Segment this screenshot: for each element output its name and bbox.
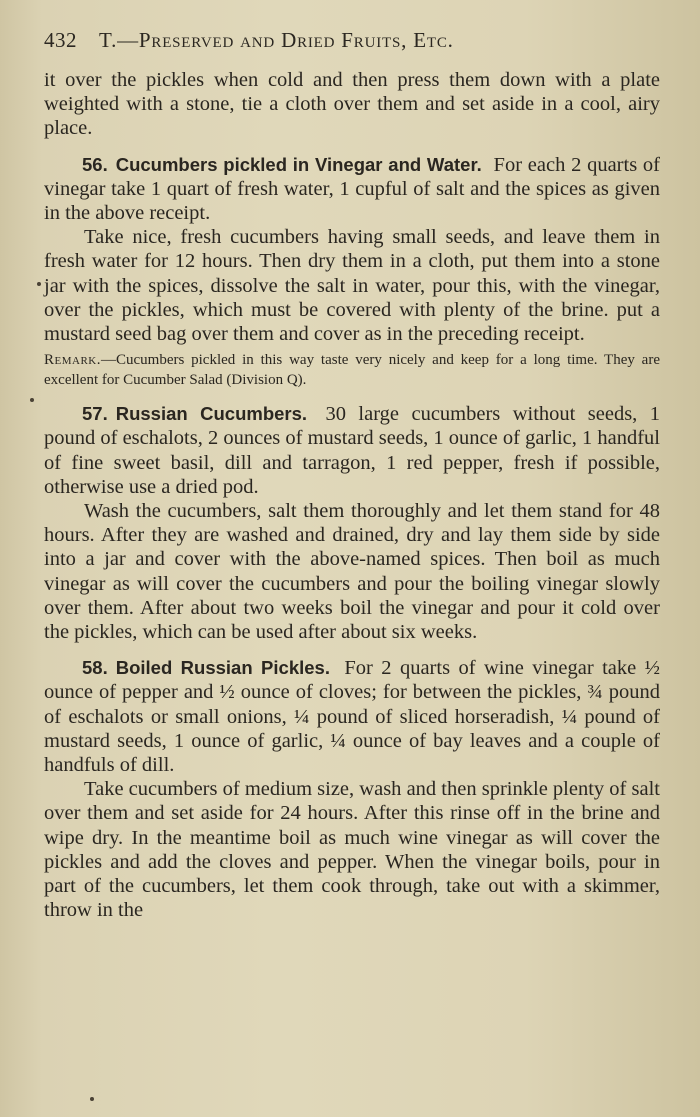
paper-speck: [30, 398, 34, 402]
recipe-57-ingredients: 30 large cucumbers without seeds, 1 pound of eschalots, 2 ounces of mustard seeds, 1 ounce of garlic, 1 handful of fine sweet basil, dill and tarragon, 1 red pepper, fresh if possible, otherwise use a dried pod.: [44, 403, 660, 498]
recipe-57-title: Russian Cucumbers.: [115, 403, 308, 425]
recipe-56-ingredients: For each 2 quarts of vinegar take 1 quart of fresh water, 1 cupful of salt and the spices as given in the above receipt.: [44, 153, 661, 225]
recipe-57-intro: [44, 402, 660, 499]
recipe-58-title: Boiled Russian Pickles.: [115, 657, 330, 679]
recipe-57-number: 57.: [82, 403, 108, 425]
recipe-57-method: Wash the cucumbers, salt them thoroughly and let them stand for 48 hours. After they are washed and drained, dry and lay them side by side into a jar and cover with the above-named spices. Then boil as much vinegar as will cover the cucumbers and pour the boiling vinegar slowly over them. After about two weeks boil the vinegar and pour it cold over the pickles, which can be used after about six weeks.: [44, 500, 660, 644]
recipe-58-ingredients: For 2 quarts of wine vinegar take ½ ounce of pepper and ½ ounce of cloves; for between the pickles, ¾ pound of eschalots or small onions, ¼ pound of sliced horseradish, ¼ pound of mustard seeds, 1 ounce of garlic, ¼ ounce of bay leaves and a couple of handfuls of dill.: [44, 657, 661, 777]
remark-text: —Cucumbers pickled in this way taste very nicely and keep for a long time. They are excellent for Cucumber Salad (Division Q).: [44, 352, 660, 389]
recipe-56-remark: [44, 350, 660, 390]
recipe-56-title: Cucumbers pickled in Vinegar and Water.: [115, 153, 482, 175]
remark-label: Remark.: [44, 352, 101, 369]
book-page: [44, 28, 660, 923]
recipe-56-intro: [44, 153, 660, 226]
recipe-58-number: 58.: [82, 657, 108, 679]
paper-speck: [37, 282, 41, 286]
chapter-title: T.—Preserved and Dried Fruits, Etc.: [99, 28, 454, 52]
page-number: 432: [44, 28, 77, 52]
running-head: [44, 28, 660, 68]
recipe-58-method: Take cucumbers of medium size, wash and then sprinkle plenty of salt over them and set aside for 24 hours. After this rinse off in the brine and wipe dry. In the meantime boil as much wine vinegar as will cover the pickles and add the cloves and pepper. When the vinegar boils, pour in part of the cucumbers, let them cook through, take out with a skimmer, throw in the: [44, 778, 660, 922]
recipe-58-intro: [44, 656, 660, 777]
recipe-56-method: Take nice, fresh cucumbers having small seeds, and leave them in fresh water for 12 hours. Then dry them in a cloth, put them into a stone jar with the spices, dissolve the salt in water, pour this, with the vinegar, over the pickles, which must be covered with plenty of the brine. put a mustard seed bag over them and cover as in the preceding receipt.: [44, 226, 660, 346]
continuation-paragraph: it over the pickles when cold and then press them down with a plate weighted with a stone, tie a cloth over them and set aside in a cool, airy place.: [44, 69, 660, 140]
recipe-56-number: 56.: [82, 153, 108, 175]
paper-speck: [90, 1097, 94, 1101]
